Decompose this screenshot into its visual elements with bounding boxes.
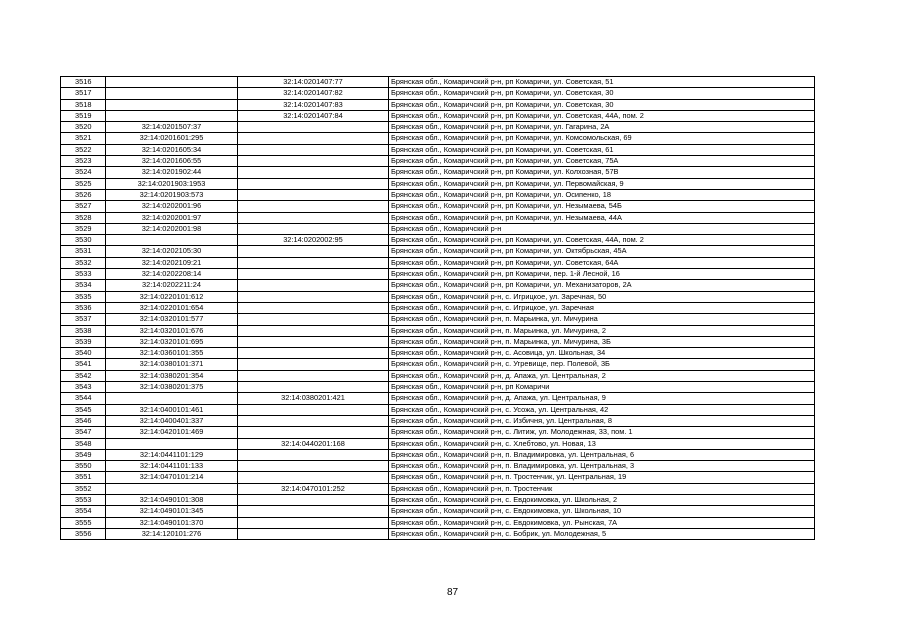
address-cell: Брянская обл., Комаричский р-н, рп Комаричи, ул. Незымаева, 54Б xyxy=(389,201,815,212)
row-number: 3550 xyxy=(61,461,106,472)
address-cell: Брянская обл., Комаричский р-н, с. Литиж, ул. Молодежная, 33, пом. 1 xyxy=(389,427,815,438)
row-number: 3516 xyxy=(61,77,106,88)
cadastral-number-building-cell xyxy=(238,370,389,381)
row-number: 3528 xyxy=(61,212,106,223)
row-number: 3524 xyxy=(61,167,106,178)
cadastral-table xyxy=(60,76,815,540)
cadastral-number-building-cell xyxy=(238,359,389,370)
cadastral-number-cell: 32:14:0470101:214 xyxy=(106,472,238,483)
cadastral-number-building-cell xyxy=(238,415,389,426)
row-number: 3542 xyxy=(61,370,106,381)
cadastral-number-cell xyxy=(106,393,238,404)
cadastral-number-cell: 32:14:0202001:98 xyxy=(106,223,238,234)
cadastral-number-building-cell xyxy=(238,246,389,257)
cadastral-number-cell xyxy=(106,110,238,121)
table-row xyxy=(61,280,815,291)
cadastral-number-building-cell: 32:14:0440201:168 xyxy=(238,438,389,449)
cadastral-number-cell xyxy=(106,77,238,88)
address-cell: Брянская обл., Комаричский р-н, с. Игрицкое, ул. Заречная, 50 xyxy=(389,291,815,302)
row-number: 3527 xyxy=(61,201,106,212)
table-row xyxy=(61,449,815,460)
table-row xyxy=(61,415,815,426)
cadastral-number-building-cell xyxy=(238,404,389,415)
cadastral-number-cell: 32:14:0220101:654 xyxy=(106,302,238,313)
table-row xyxy=(61,212,815,223)
row-number: 3518 xyxy=(61,99,106,110)
row-number: 3533 xyxy=(61,269,106,280)
address-cell: Брянская обл., Комаричский р-н, с. Евдокимовка, ул. Школьная, 2 xyxy=(389,494,815,505)
address-cell: Брянская обл., Комаричский р-н, с. Евдокимовка, ул. Школьная, 10 xyxy=(389,506,815,517)
cadastral-number-building-cell xyxy=(238,494,389,505)
address-cell: Брянская обл., Комаричский р-н, п. Марьинка, ул. Мичурина, 3Б xyxy=(389,336,815,347)
address-cell: Брянская обл., Комаричский р-н, рп Комаричи xyxy=(389,382,815,393)
address-cell: Брянская обл., Комаричский р-н, рп Комаричи, ул. Советская, 51 xyxy=(389,77,815,88)
cadastral-number-building-cell: 32:14:0201407:77 xyxy=(238,77,389,88)
address-cell: Брянская обл., Комаричский р-н, д. Апажа, ул. Центральная, 9 xyxy=(389,393,815,404)
cadastral-number-building-cell xyxy=(238,257,389,268)
cadastral-number-building-cell: 32:14:0201407:82 xyxy=(238,88,389,99)
table-row xyxy=(61,201,815,212)
row-number: 3538 xyxy=(61,325,106,336)
address-cell: Брянская обл., Комаричский р-н, п. Марьинка, ул. Мичурина xyxy=(389,314,815,325)
table-row xyxy=(61,133,815,144)
table-row xyxy=(61,167,815,178)
row-number: 3539 xyxy=(61,336,106,347)
cadastral-number-cell: 32:14:0202109:21 xyxy=(106,257,238,268)
cadastral-number-cell xyxy=(106,99,238,110)
cadastral-number-building-cell xyxy=(238,178,389,189)
row-number: 3526 xyxy=(61,189,106,200)
row-number: 3517 xyxy=(61,88,106,99)
cadastral-number-building-cell xyxy=(238,472,389,483)
table-row xyxy=(61,393,815,404)
cadastral-number-building-cell xyxy=(238,212,389,223)
cadastral-number-cell: 32:14:0202105:30 xyxy=(106,246,238,257)
table-row xyxy=(61,461,815,472)
table-row xyxy=(61,110,815,121)
address-cell: Брянская обл., Комаричский р-н, п. Владимировка, ул. Центральная, 3 xyxy=(389,461,815,472)
table-row xyxy=(61,517,815,528)
address-cell: Брянская обл., Комаричский р-н, рп Комаричи, ул. Советская, 30 xyxy=(389,88,815,99)
row-number: 3521 xyxy=(61,133,106,144)
row-number: 3548 xyxy=(61,438,106,449)
cadastral-number-building-cell: 32:14:0201407:84 xyxy=(238,110,389,121)
table-row xyxy=(61,348,815,359)
address-cell: Брянская обл., Комаричский р-н, рп Комаричи, ул. Советская, 61 xyxy=(389,144,815,155)
table-row xyxy=(61,438,815,449)
row-number: 3555 xyxy=(61,517,106,528)
table-row xyxy=(61,235,815,246)
address-cell: Брянская обл., Комаричский р-н, рп Комаричи, ул. Советская, 75А xyxy=(389,156,815,167)
table-row xyxy=(61,359,815,370)
row-number: 3523 xyxy=(61,156,106,167)
table-row xyxy=(61,404,815,415)
cadastral-number-cell: 32:14:0201903:1953 xyxy=(106,178,238,189)
cadastral-number-cell: 32:14:0490101:345 xyxy=(106,506,238,517)
table-row xyxy=(61,99,815,110)
cadastral-number-building-cell: 32:14:0201407:83 xyxy=(238,99,389,110)
cadastral-number-building-cell xyxy=(238,302,389,313)
address-cell: Брянская обл., Комаричский р-н, рп Комаричи, ул. Советская, 44А, пом. 2 xyxy=(389,235,815,246)
cadastral-number-cell: 32:14:0490101:308 xyxy=(106,494,238,505)
cadastral-number-building-cell xyxy=(238,506,389,517)
cadastral-number-cell: 32:14:0400101:461 xyxy=(106,404,238,415)
cadastral-number-cell xyxy=(106,235,238,246)
address-cell: Брянская обл., Комаричский р-н, п. Тростенчик xyxy=(389,483,815,494)
table-row xyxy=(61,370,815,381)
row-number: 3541 xyxy=(61,359,106,370)
address-cell: Брянская обл., Комаричский р-н, с. Избичня, ул. Центральная, 8 xyxy=(389,415,815,426)
row-number: 3530 xyxy=(61,235,106,246)
address-cell: Брянская обл., Комаричский р-н, рп Комаричи, ул. Осипенко, 18 xyxy=(389,189,815,200)
row-number: 3556 xyxy=(61,528,106,539)
row-number: 3543 xyxy=(61,382,106,393)
row-number: 3535 xyxy=(61,291,106,302)
cadastral-number-building-cell xyxy=(238,449,389,460)
table-row xyxy=(61,472,815,483)
address-cell: Брянская обл., Комаричский р-н, с. Угревище, пер. Полевой, 3Б xyxy=(389,359,815,370)
cadastral-number-building-cell xyxy=(238,382,389,393)
cadastral-number-cell: 32:14:0380201:354 xyxy=(106,370,238,381)
table-row xyxy=(61,427,815,438)
cadastral-number-cell: 32:14:0201606:55 xyxy=(106,156,238,167)
cadastral-number-building-cell xyxy=(238,167,389,178)
table-body xyxy=(61,77,815,540)
table-row xyxy=(61,325,815,336)
row-number: 3549 xyxy=(61,449,106,460)
cadastral-number-building-cell xyxy=(238,348,389,359)
address-cell: Брянская обл., Комаричский р-н, с. Бобрик, ул. Молодежная, 5 xyxy=(389,528,815,539)
row-number: 3531 xyxy=(61,246,106,257)
cadastral-number-cell: 32:14:0202001:96 xyxy=(106,201,238,212)
cadastral-number-cell xyxy=(106,483,238,494)
table-row xyxy=(61,314,815,325)
table-row xyxy=(61,528,815,539)
table-row xyxy=(61,178,815,189)
cadastral-number-cell: 32:14:0202208:14 xyxy=(106,269,238,280)
cadastral-number-cell: 32:14:0360101:355 xyxy=(106,348,238,359)
row-number: 3529 xyxy=(61,223,106,234)
row-number: 3522 xyxy=(61,144,106,155)
row-number: 3540 xyxy=(61,348,106,359)
address-cell: Брянская обл., Комаричский р-н, рп Комаричи, ул. Советская, 44А, пом. 2 xyxy=(389,110,815,121)
address-cell: Брянская обл., Комаричский р-н, п. Марьинка, ул. Мичурина, 2 xyxy=(389,325,815,336)
address-cell: Брянская обл., Комаричский р-н, рп Комаричи, ул. Незымаева, 44А xyxy=(389,212,815,223)
address-cell: Брянская обл., Комаричский р-н, рп Комаричи, ул. Механизаторов, 2А xyxy=(389,280,815,291)
cadastral-number-building-cell xyxy=(238,189,389,200)
row-number: 3552 xyxy=(61,483,106,494)
cadastral-number-cell: 32:14:0320101:695 xyxy=(106,336,238,347)
cadastral-number-building-cell xyxy=(238,325,389,336)
table-row xyxy=(61,269,815,280)
cadastral-number-building-cell: 32:14:0470101:252 xyxy=(238,483,389,494)
address-cell: Брянская обл., Комаричский р-н, п. Тростенчик, ул. Центральная, 19 xyxy=(389,472,815,483)
cadastral-number-cell: 32:14:0320101:676 xyxy=(106,325,238,336)
address-cell: Брянская обл., Комаричский р-н, рп Комаричи, ул. Комсомольская, 69 xyxy=(389,133,815,144)
row-number: 3537 xyxy=(61,314,106,325)
table-row xyxy=(61,144,815,155)
row-number: 3532 xyxy=(61,257,106,268)
row-number: 3547 xyxy=(61,427,106,438)
row-number: 3553 xyxy=(61,494,106,505)
cadastral-number-building-cell xyxy=(238,291,389,302)
row-number: 3544 xyxy=(61,393,106,404)
cadastral-number-building-cell xyxy=(238,122,389,133)
table-row xyxy=(61,223,815,234)
address-cell: Брянская обл., Комаричский р-н, рп Комаричи, ул. Советская, 30 xyxy=(389,99,815,110)
table-row xyxy=(61,189,815,200)
cadastral-number-cell: 32:14:120101:276 xyxy=(106,528,238,539)
page-number: 87 xyxy=(446,587,459,598)
table-row xyxy=(61,77,815,88)
cadastral-number-cell xyxy=(106,438,238,449)
table-row xyxy=(61,156,815,167)
cadastral-number-cell: 32:14:0380101:371 xyxy=(106,359,238,370)
row-number: 3545 xyxy=(61,404,106,415)
cadastral-number-building-cell xyxy=(238,269,389,280)
table-row xyxy=(61,122,815,133)
cadastral-number-cell: 32:14:0380201:375 xyxy=(106,382,238,393)
address-cell: Брянская обл., Комаричский р-н, рп Комаричи, ул. Октябрьская, 45А xyxy=(389,246,815,257)
cadastral-number-building-cell xyxy=(238,156,389,167)
table-row xyxy=(61,494,815,505)
table-row xyxy=(61,506,815,517)
cadastral-number-cell: 32:14:0202211:24 xyxy=(106,280,238,291)
address-cell: Брянская обл., Комаричский р-н, с. Игрицкое, ул. Заречная xyxy=(389,302,815,313)
cadastral-number-building-cell xyxy=(238,528,389,539)
cadastral-number-building-cell xyxy=(238,314,389,325)
cadastral-number-cell: 32:14:0320101:577 xyxy=(106,314,238,325)
row-number: 3551 xyxy=(61,472,106,483)
cadastral-number-building-cell xyxy=(238,144,389,155)
address-cell: Брянская обл., Комаричский р-н, п. Владимировка, ул. Центральная, 6 xyxy=(389,449,815,460)
table-row xyxy=(61,257,815,268)
cadastral-number-building-cell: 32:14:0202002:95 xyxy=(238,235,389,246)
row-number: 3546 xyxy=(61,415,106,426)
cadastral-number-cell: 32:14:0420101:469 xyxy=(106,427,238,438)
cadastral-number-cell: 32:14:0220101:612 xyxy=(106,291,238,302)
address-cell: Брянская обл., Комаричский р-н, с. Хлебтово, ул. Новая, 13 xyxy=(389,438,815,449)
row-number: 3525 xyxy=(61,178,106,189)
cadastral-number-cell: 32:14:0441101:133 xyxy=(106,461,238,472)
cadastral-number-cell xyxy=(106,88,238,99)
table-row xyxy=(61,336,815,347)
address-cell: Брянская обл., Комаричский р-н, рп Комаричи, ул. Гагарина, 2А xyxy=(389,122,815,133)
address-cell: Брянская обл., Комаричский р-н, рп Комаричи, пер. 1-й Лесной, 16 xyxy=(389,269,815,280)
cadastral-number-cell: 32:14:0201601:295 xyxy=(106,133,238,144)
cadastral-number-building-cell xyxy=(238,517,389,528)
cadastral-number-cell: 32:14:0400401:337 xyxy=(106,415,238,426)
cadastral-number-cell: 32:14:0202001:97 xyxy=(106,212,238,223)
cadastral-number-building-cell: 32:14:0380201:421 xyxy=(238,393,389,404)
cadastral-number-cell: 32:14:0201902:44 xyxy=(106,167,238,178)
cadastral-number-building-cell xyxy=(238,201,389,212)
cadastral-number-cell: 32:14:0490101:370 xyxy=(106,517,238,528)
row-number: 3536 xyxy=(61,302,106,313)
address-cell: Брянская обл., Комаричский р-н xyxy=(389,223,815,234)
cadastral-number-building-cell xyxy=(238,461,389,472)
row-number: 3520 xyxy=(61,122,106,133)
cadastral-number-building-cell xyxy=(238,223,389,234)
row-number: 3519 xyxy=(61,110,106,121)
cadastral-number-cell: 32:14:0201507:37 xyxy=(106,122,238,133)
table-row xyxy=(61,246,815,257)
cadastral-number-cell: 32:14:0201903:573 xyxy=(106,189,238,200)
address-cell: Брянская обл., Комаричский р-н, д. Апажа, ул. Центральная, 2 xyxy=(389,370,815,381)
table-row xyxy=(61,302,815,313)
address-cell: Брянская обл., Комаричский р-н, рп Комаричи, ул. Колхозная, 57В xyxy=(389,167,815,178)
table-row xyxy=(61,483,815,494)
row-number: 3554 xyxy=(61,506,106,517)
address-cell: Брянская обл., Комаричский р-н, с. Усожа, ул. Центральная, 42 xyxy=(389,404,815,415)
cadastral-number-building-cell xyxy=(238,280,389,291)
address-cell: Брянская обл., Комаричский р-н, с. Асовица, ул. Школьная, 34 xyxy=(389,348,815,359)
table-row xyxy=(61,88,815,99)
address-cell: Брянская обл., Комаричский р-н, рп Комаричи, ул. Первомайская, 9 xyxy=(389,178,815,189)
address-cell: Брянская обл., Комаричский р-н, с. Евдокимовка, ул. Рынская, 7А xyxy=(389,517,815,528)
address-cell: Брянская обл., Комаричский р-н, рп Комаричи, ул. Советская, 64А xyxy=(389,257,815,268)
cadastral-number-cell: 32:14:0201605:34 xyxy=(106,144,238,155)
row-number: 3534 xyxy=(61,280,106,291)
cadastral-number-building-cell xyxy=(238,427,389,438)
cadastral-number-building-cell xyxy=(238,336,389,347)
cadastral-number-building-cell xyxy=(238,133,389,144)
cadastral-number-cell: 32:14:0441101:129 xyxy=(106,449,238,460)
table-row xyxy=(61,382,815,393)
table-row xyxy=(61,291,815,302)
